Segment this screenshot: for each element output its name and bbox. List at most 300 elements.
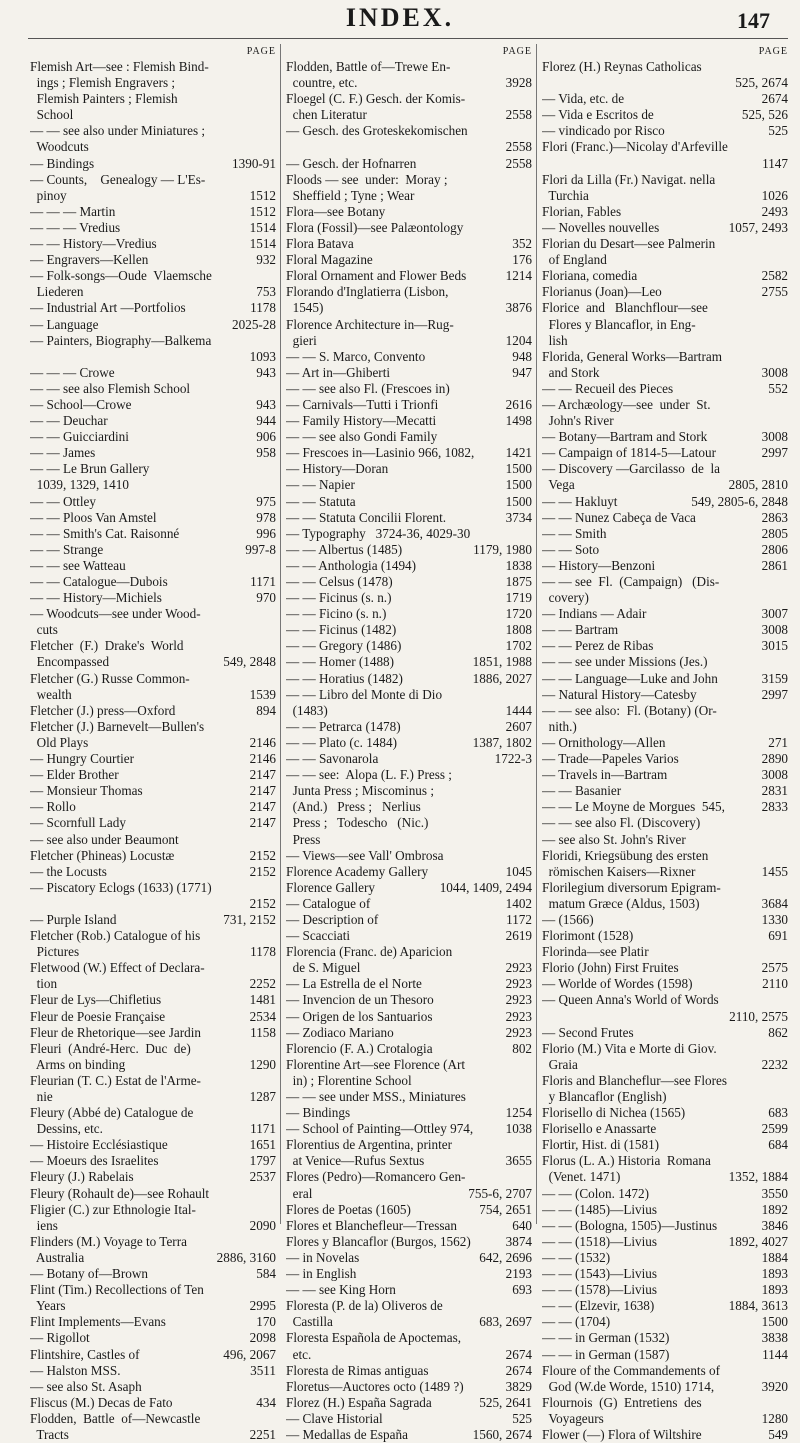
index-entry bbox=[286, 91, 532, 107]
entry-text: Flint (Tim.) Recollections of Ten bbox=[30, 1282, 204, 1298]
entry-text: chen Literatur bbox=[286, 107, 367, 123]
entry-page-ref: 2232 bbox=[761, 1056, 788, 1072]
index-entry bbox=[30, 156, 276, 172]
entry-text: — Rigollot bbox=[30, 1330, 90, 1346]
entry-text: John's River bbox=[542, 413, 614, 429]
entry-text: de S. Miguel bbox=[286, 960, 361, 976]
entry-page-ref bbox=[272, 960, 276, 976]
index-entry bbox=[30, 638, 276, 654]
entry-text: — Carnivals—Tutti i Trionfi bbox=[286, 396, 439, 412]
entry-page-ref: 1884, 3613 bbox=[728, 1298, 788, 1314]
index-entry bbox=[542, 1169, 788, 1185]
index-entry bbox=[542, 107, 788, 123]
entry-text: Arms on binding bbox=[30, 1056, 126, 1072]
index-entry bbox=[542, 236, 788, 252]
entry-text: Flora Batava bbox=[286, 236, 354, 252]
entry-text: Pictures bbox=[30, 944, 80, 960]
entry-page-ref bbox=[784, 944, 788, 960]
entry-text: — — (1518)—Livius bbox=[542, 1233, 658, 1249]
entry-text: — — — Crowe bbox=[30, 364, 115, 380]
index-entry bbox=[30, 75, 276, 91]
entry-text: — Halston MSS. bbox=[30, 1362, 121, 1378]
entry-text: — Origen de los Santuarios bbox=[286, 1008, 433, 1024]
entry-text: — Novelles nouvelles bbox=[542, 219, 660, 235]
entry-page-ref: 3015 bbox=[761, 638, 788, 654]
index-entry bbox=[286, 1121, 532, 1137]
entry-page-ref: 642, 2696 bbox=[479, 1249, 532, 1265]
entry-text: lish bbox=[542, 332, 568, 348]
entry-page-ref bbox=[528, 1298, 532, 1314]
entry-page-ref bbox=[784, 1041, 788, 1057]
index-entry bbox=[30, 284, 276, 300]
entry-text: Florice and Blanchflour—see bbox=[542, 300, 708, 316]
entry-page-ref: 434 bbox=[256, 1394, 276, 1410]
index-entry bbox=[542, 912, 788, 928]
index-entry bbox=[542, 1234, 788, 1250]
entry-text: — Industrial Art —Portfolios bbox=[30, 300, 186, 316]
entry-page-ref: 2251 bbox=[249, 1426, 276, 1442]
entry-text: Flodden, Battle of—Trewe En- bbox=[286, 59, 451, 74]
entry-page-ref bbox=[784, 333, 788, 349]
entry-text: Flori (Franc.)—Nicolay d'Arfeville bbox=[542, 139, 728, 155]
entry-page-ref: 1720 bbox=[505, 606, 532, 622]
entry-text: — Second Frutes bbox=[542, 1024, 634, 1040]
entry-text: Fletcher (Rob.) Catalogue of his bbox=[30, 928, 201, 944]
entry-text: Florentine Art—see Florence (Art bbox=[286, 1056, 466, 1072]
entry-page-ref: 1204 bbox=[505, 332, 532, 348]
entry-text: — — Ficinus (1482) bbox=[286, 622, 397, 638]
index-entry bbox=[542, 59, 788, 75]
index-entry bbox=[542, 1041, 788, 1057]
index-entry bbox=[542, 1363, 788, 1379]
entry-page-ref bbox=[528, 204, 532, 220]
entry-page-ref: 1722-3 bbox=[494, 751, 532, 767]
entry-page-ref: 947 bbox=[512, 364, 532, 380]
index-entry bbox=[286, 783, 532, 799]
entry-page-ref: 3734 bbox=[505, 509, 532, 525]
index-entry bbox=[286, 767, 532, 783]
page-label: PAGE bbox=[758, 46, 788, 57]
index-entry bbox=[30, 1298, 276, 1314]
entry-text: gieri bbox=[286, 332, 317, 348]
index-entry bbox=[286, 558, 532, 574]
index-entry bbox=[30, 139, 276, 155]
index-entry bbox=[30, 526, 276, 542]
entry-text: — History—Benzoni bbox=[542, 557, 656, 573]
entry-page-ref bbox=[272, 622, 276, 638]
index-entry bbox=[542, 1250, 788, 1266]
entry-text: — — see also Flemish School bbox=[30, 380, 191, 396]
entry-page-ref bbox=[784, 252, 788, 268]
entry-text: — — Smith's Cat. Raisonné bbox=[30, 525, 180, 541]
entry-text: — Description of bbox=[286, 911, 379, 927]
entry-text: — La Estrella de el Norte bbox=[286, 976, 422, 992]
entry-text: römischen Kaisers—Rixner bbox=[542, 863, 696, 879]
entry-page-ref bbox=[272, 91, 276, 107]
entry-text: — Frescoes in—Lasinio 966, 1082, bbox=[286, 445, 475, 461]
entry-page-ref bbox=[528, 767, 532, 783]
index-entry bbox=[542, 1266, 788, 1282]
entry-page-ref bbox=[528, 284, 532, 300]
index-entry bbox=[30, 832, 276, 848]
entry-page-ref bbox=[272, 558, 276, 574]
entry-text: covery) bbox=[542, 590, 589, 606]
index-entry bbox=[30, 333, 276, 349]
index-entry bbox=[286, 429, 532, 445]
entry-text: Vega bbox=[542, 477, 575, 493]
index-entry bbox=[542, 1411, 788, 1427]
index-entry bbox=[30, 349, 276, 365]
entry-text: — — Petrarca (1478) bbox=[286, 718, 401, 734]
entry-page-ref: 943 bbox=[256, 364, 276, 380]
index-entry bbox=[542, 349, 788, 365]
index-entry bbox=[30, 1363, 276, 1379]
index-entry bbox=[30, 1395, 276, 1411]
entry-text: — Purple Island bbox=[30, 911, 117, 927]
entry-text: Florio (John) First Fruites bbox=[542, 960, 679, 976]
index-entry bbox=[286, 1009, 532, 1025]
entry-text: — — (1543)—Livius bbox=[542, 1266, 658, 1282]
index-entry bbox=[286, 912, 532, 928]
index-entry bbox=[286, 123, 532, 139]
entry-page-ref bbox=[528, 687, 532, 703]
index-entry bbox=[542, 848, 788, 864]
entry-page-ref: 683 bbox=[768, 1105, 788, 1121]
entry-text: Fletcher (F.) Drake's World bbox=[30, 638, 184, 654]
entry-text: 1545) bbox=[286, 300, 324, 316]
entry-text: Fleurian (T. C.) Estat de l'Arme- bbox=[30, 1072, 201, 1088]
entry-page-ref: 975 bbox=[256, 493, 276, 509]
entry-text: — — see Fl. (Campaign) (Dis- bbox=[542, 574, 720, 589]
entry-page-ref: 1500 bbox=[505, 477, 532, 493]
entry-page-ref: 2147 bbox=[249, 767, 276, 783]
entry-page-ref bbox=[528, 944, 532, 960]
index-entry bbox=[286, 703, 532, 719]
entry-text: — the Locusts bbox=[30, 863, 107, 879]
entry-page-ref: 1539 bbox=[249, 686, 276, 702]
entry-page-ref: 948 bbox=[512, 348, 532, 364]
entry-page-ref: 1444 bbox=[505, 702, 532, 718]
entry-page-ref bbox=[272, 719, 276, 735]
index-entry bbox=[286, 719, 532, 735]
index-entry bbox=[286, 832, 532, 848]
index-entry bbox=[30, 494, 276, 510]
entry-text: — — Smith bbox=[542, 525, 607, 541]
index-entry bbox=[286, 526, 532, 542]
entry-page-ref: 2025-28 bbox=[232, 316, 276, 332]
entry-text: Flortir, Hist. di (1581) bbox=[542, 1137, 660, 1153]
index-entry bbox=[542, 1395, 788, 1411]
page-label: PAGE bbox=[246, 46, 276, 57]
index-entry bbox=[30, 188, 276, 204]
index-entry bbox=[286, 284, 532, 300]
entry-text: Castilla bbox=[286, 1314, 333, 1330]
entry-text: Flower (—) Flora of Wiltshire bbox=[542, 1426, 702, 1442]
entry-page-ref: 525, 2641 bbox=[479, 1394, 532, 1410]
index-entry bbox=[286, 992, 532, 1008]
index-entry bbox=[542, 832, 788, 848]
entry-text: — Queen Anna's World of Words bbox=[542, 992, 719, 1008]
index-entry bbox=[30, 317, 276, 333]
index-entry bbox=[286, 1153, 532, 1169]
entry-text: Florando d'Inglatierra (Lisbon, bbox=[286, 284, 449, 300]
index-entry bbox=[542, 123, 788, 139]
entry-page-ref bbox=[784, 413, 788, 429]
entry-text: — — Savonarola bbox=[286, 751, 379, 767]
entry-page-ref: 693 bbox=[512, 1282, 532, 1298]
index-entry bbox=[30, 928, 276, 944]
page-title: INDEX. bbox=[345, 3, 455, 32]
entry-text: Sheffield ; Tyne ; Wear bbox=[286, 187, 415, 203]
entry-page-ref: 2146 bbox=[249, 751, 276, 767]
index-entry bbox=[286, 960, 532, 976]
index-entry bbox=[30, 268, 276, 284]
entry-page-ref: 1287 bbox=[249, 1089, 276, 1104]
entry-text: — — (Bologna, 1505)—Justinus bbox=[542, 1217, 718, 1233]
entry-text: — — see also: Fl. (Botany) (Or- bbox=[542, 702, 717, 718]
entry-text: Flintshire, Castles of bbox=[30, 1346, 140, 1362]
index-entry bbox=[30, 976, 276, 992]
index-entry bbox=[542, 896, 788, 912]
index-entry bbox=[542, 1218, 788, 1234]
index-entry bbox=[542, 284, 788, 300]
index-entry bbox=[30, 751, 276, 767]
index-entry bbox=[286, 1105, 532, 1121]
entry-page-ref: 1387, 1802 bbox=[472, 734, 532, 750]
entry-page-ref bbox=[784, 349, 788, 365]
index-entry bbox=[542, 333, 788, 349]
entry-text: Fleur de Rhetorique—see Jardin bbox=[30, 1024, 202, 1040]
entry-text: — — Libro del Monte di Dio bbox=[286, 686, 443, 702]
entry-page-ref bbox=[528, 123, 532, 139]
entry-text: — Bindings bbox=[30, 155, 95, 171]
index-entry bbox=[542, 139, 788, 155]
index-entry bbox=[286, 928, 532, 944]
entry-text: Fliscus (M.) Decas de Fato bbox=[30, 1394, 173, 1410]
entry-page-ref: 1455 bbox=[761, 863, 788, 879]
entry-text: — in Novelas bbox=[286, 1249, 360, 1265]
index-entry bbox=[542, 156, 788, 172]
entry-page-ref: 176 bbox=[512, 252, 532, 268]
index-entry bbox=[286, 172, 532, 188]
entry-text: — Gesch. der Hofnarren bbox=[286, 155, 417, 171]
entry-text: — — Albertus (1485) bbox=[286, 541, 403, 557]
entry-page-ref bbox=[272, 832, 276, 848]
entry-text: nith.) bbox=[542, 718, 577, 734]
entry-text: — Gesch. des Groteskekomischen bbox=[286, 123, 468, 139]
index-entry bbox=[286, 317, 532, 333]
entry-text: Press ; Todescho (Nic.) bbox=[286, 815, 429, 831]
entry-page-ref bbox=[272, 172, 276, 188]
entry-text: — — Deuchar bbox=[30, 413, 108, 429]
index-entry bbox=[30, 1025, 276, 1041]
entry-page-ref bbox=[528, 381, 532, 397]
entry-page-ref: 958 bbox=[256, 445, 276, 461]
entry-text: (1483) bbox=[286, 702, 328, 718]
entry-page-ref: 1512 bbox=[249, 187, 276, 203]
entry-text: Flores y Blancaflor (Burgos, 1562) bbox=[286, 1233, 471, 1249]
entry-page-ref: 1851, 1988 bbox=[472, 654, 532, 670]
index-entry bbox=[542, 558, 788, 574]
entry-page-ref bbox=[528, 317, 532, 333]
index-entry bbox=[286, 622, 532, 638]
entry-page-ref bbox=[784, 300, 788, 316]
index-entry bbox=[542, 1379, 788, 1395]
entry-text: Fleur de Lys—Chifletius bbox=[30, 992, 162, 1008]
entry-page-ref: 3874 bbox=[505, 1233, 532, 1249]
entry-text: Flemish Painters ; Flemish bbox=[30, 91, 178, 107]
entry-page-ref: 1702 bbox=[505, 638, 532, 654]
entry-page-ref: 1147 bbox=[762, 155, 788, 171]
index-entry bbox=[542, 719, 788, 735]
entry-page-ref: 1838 bbox=[505, 557, 532, 573]
entry-page-ref: 1892, 4027 bbox=[728, 1233, 788, 1249]
entry-text: Floresta Española de Apoctemas, bbox=[286, 1330, 462, 1346]
entry-text: Turchia bbox=[542, 187, 589, 203]
entry-text: Graia bbox=[542, 1056, 578, 1072]
entry-text: — — History—Vredius bbox=[30, 236, 157, 252]
entry-page-ref: 1421 bbox=[505, 445, 532, 461]
entry-text: Florimont (1528) bbox=[542, 928, 634, 944]
index-entry bbox=[30, 1314, 276, 1330]
entry-page-ref: 978 bbox=[256, 509, 276, 525]
entry-page-ref: 1178 bbox=[250, 300, 276, 316]
index-entry bbox=[542, 751, 788, 767]
index-entry bbox=[30, 1041, 276, 1057]
index-entry bbox=[286, 156, 532, 172]
entry-page-ref: 2147 bbox=[249, 783, 276, 799]
index-entry bbox=[30, 397, 276, 413]
page-header bbox=[0, 0, 800, 40]
entry-text: — see also under Beaumont bbox=[30, 831, 179, 847]
entry-text: — Clave Historial bbox=[286, 1410, 383, 1426]
index-entry bbox=[30, 413, 276, 429]
entry-text: of England bbox=[542, 252, 607, 268]
entry-page-ref bbox=[528, 188, 532, 204]
index-column-1 bbox=[30, 46, 276, 1443]
index-entry bbox=[30, 590, 276, 606]
entry-page-ref bbox=[272, 381, 276, 397]
entry-text: — — History—Michiels bbox=[30, 590, 162, 606]
entry-page-ref: 525, 2674 bbox=[735, 75, 788, 91]
index-entry bbox=[542, 172, 788, 188]
entry-page-ref: 549, 2848 bbox=[223, 654, 276, 670]
entry-page-ref: 2997 bbox=[761, 686, 788, 702]
entry-page-ref: 2616 bbox=[505, 396, 532, 412]
entry-page-ref: 1254 bbox=[505, 1105, 532, 1121]
entry-text: — vindicado por Risco bbox=[542, 123, 665, 139]
index-entry bbox=[286, 1266, 532, 1282]
entry-page-ref: 2831 bbox=[761, 783, 788, 799]
index-entry bbox=[542, 783, 788, 799]
entry-page-ref bbox=[528, 848, 532, 864]
index-entry bbox=[542, 461, 788, 477]
index-entry bbox=[542, 1105, 788, 1121]
entry-page-ref: 1797 bbox=[249, 1153, 276, 1169]
entry-page-ref bbox=[272, 606, 276, 622]
entry-text: — — Homer (1488) bbox=[286, 654, 395, 670]
entry-page-ref bbox=[784, 1153, 788, 1169]
index-entry bbox=[286, 735, 532, 751]
entry-page-ref: 1171 bbox=[250, 574, 276, 589]
entry-page-ref: 584 bbox=[256, 1266, 276, 1282]
entry-text: Flournois (G) Entretiens des bbox=[542, 1394, 702, 1410]
entry-page-ref: 1045 bbox=[505, 863, 532, 879]
entry-text: — — see also Fl. (Discovery) bbox=[542, 815, 701, 831]
entry-text: iens bbox=[30, 1217, 58, 1233]
entry-page-ref bbox=[272, 139, 276, 155]
index-entry bbox=[286, 654, 532, 670]
index-entry bbox=[542, 880, 788, 896]
index-entry bbox=[30, 992, 276, 1008]
page-number: 147 bbox=[737, 8, 770, 33]
index-entry bbox=[542, 397, 788, 413]
entry-text: in) ; Florentine School bbox=[286, 1072, 412, 1088]
entry-text: Florio (M.) Vita e Morte di Giov. bbox=[542, 1040, 717, 1056]
entry-text: — Ornithology—Allen bbox=[542, 734, 666, 750]
index-entry bbox=[30, 300, 276, 316]
index-entry bbox=[30, 1411, 276, 1427]
entry-text: — — James bbox=[30, 445, 96, 461]
entry-text: — School—Crowe bbox=[30, 396, 132, 412]
entry-page-ref bbox=[784, 139, 788, 155]
header-rule bbox=[28, 38, 788, 39]
index-entry bbox=[30, 510, 276, 526]
entry-page-ref bbox=[272, 1282, 276, 1298]
index-entry bbox=[30, 445, 276, 461]
entry-text: — Folk-songs—Oude Vlaemsche bbox=[30, 268, 212, 284]
entry-text: Floure of the Commandements of bbox=[542, 1362, 720, 1378]
entry-page-ref bbox=[272, 1379, 276, 1395]
entry-page-ref: 691 bbox=[768, 928, 788, 944]
entry-page-ref: 2923 bbox=[505, 1024, 532, 1040]
index-entry bbox=[542, 1073, 788, 1089]
entry-page-ref bbox=[784, 172, 788, 188]
entry-page-ref: 1892 bbox=[761, 1201, 788, 1217]
index-entry bbox=[30, 429, 276, 445]
entry-text: Fletcher (Phineas) Locustæ bbox=[30, 847, 175, 863]
entry-text: Floridi, Kriegsübung des ersten bbox=[542, 847, 709, 863]
entry-page-ref: 2098 bbox=[249, 1330, 276, 1346]
entry-page-ref: 1158 bbox=[250, 1024, 276, 1040]
entry-text: — — Ficino (s. n.) bbox=[286, 606, 387, 622]
entry-page-ref bbox=[528, 1073, 532, 1089]
entry-text: — Engravers—Kellen bbox=[30, 252, 149, 268]
index-entry bbox=[30, 542, 276, 558]
index-entry bbox=[286, 751, 532, 767]
entry-page-ref: 1280 bbox=[761, 1410, 788, 1426]
index-entry bbox=[286, 1089, 532, 1105]
entry-page-ref: 1038 bbox=[505, 1121, 532, 1137]
entry-text: Florisello di Nichea (1565) bbox=[542, 1105, 686, 1121]
entry-page-ref: 1884 bbox=[761, 1249, 788, 1265]
entry-text: Florisello e Anassarte bbox=[542, 1121, 657, 1137]
index-entry bbox=[286, 574, 532, 590]
index-entry bbox=[286, 590, 532, 606]
entry-text: — Monsieur Thomas bbox=[30, 783, 143, 799]
entry-text: — — Ploos Van Amstel bbox=[30, 509, 157, 525]
entry-text: — — Catalogue—Dubois bbox=[30, 574, 168, 589]
entry-text: Flori da Lilla (Fr.) Navigat. nella bbox=[542, 171, 716, 187]
entry-text: Dessins, etc. bbox=[30, 1121, 103, 1137]
index-entry bbox=[30, 799, 276, 815]
entry-text: Fligier (C.) zur Ethnologie Ital- bbox=[30, 1201, 196, 1217]
entry-page-ref: 1044, 1409, 2494 bbox=[439, 879, 532, 895]
entry-text: — — Ficinus (s. n.) bbox=[286, 590, 392, 606]
index-entry bbox=[542, 542, 788, 558]
index-entry bbox=[286, 1282, 532, 1298]
index-entry bbox=[286, 1330, 532, 1346]
